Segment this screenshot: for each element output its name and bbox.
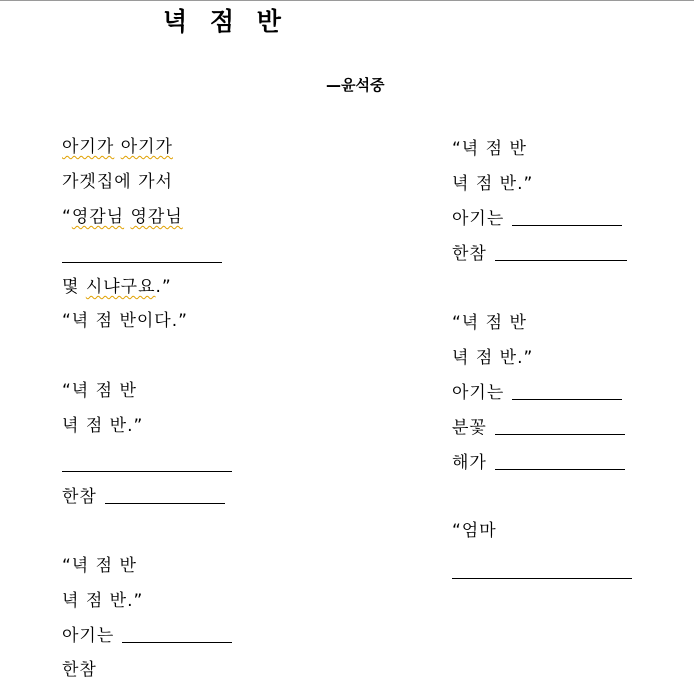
left-line-6: “녁 점 반이다.”	[62, 311, 188, 331]
left-line-8: 녁 점 반.”	[62, 416, 144, 436]
word: 분꽃	[452, 418, 487, 438]
fill-in-blank[interactable]	[105, 503, 225, 504]
fill-in-blank[interactable]	[62, 471, 232, 472]
spellcheck-word: 영감님	[130, 207, 183, 227]
right-line-1: “녁 점 반	[452, 139, 527, 159]
spellcheck-word: 시냐구요	[85, 277, 156, 297]
top-rule	[0, 0, 694, 1]
fill-in-blank[interactable]	[495, 434, 625, 435]
word: 아기는	[452, 383, 505, 403]
right-line-5: “녁 점 반	[452, 313, 527, 333]
right-line-4	[452, 243, 627, 265]
fill-in-blank[interactable]	[122, 642, 232, 643]
fill-in-blank[interactable]	[512, 399, 622, 400]
word: 한참	[62, 487, 97, 507]
right-line-2: 녁 점 반.”	[452, 174, 534, 194]
left-line-12: 녁 점 반.”	[62, 591, 144, 611]
left-line-11: “녁 점 반	[62, 556, 137, 576]
closing-quote: .”	[155, 277, 172, 297]
left-line-3	[62, 206, 183, 228]
right-line-3	[452, 208, 622, 230]
right-line-9	[452, 452, 625, 474]
word: 해가	[452, 453, 487, 473]
word: 몇	[62, 277, 86, 297]
right-line-10: “엄마	[452, 521, 497, 541]
left-line-13	[62, 625, 232, 647]
word: 한참	[452, 244, 487, 264]
left-line-5	[62, 276, 172, 298]
word: 아기는	[452, 209, 505, 229]
fill-in-blank[interactable]	[495, 469, 625, 470]
spellcheck-word: 아기가	[62, 137, 115, 157]
poem-author: —윤석중	[326, 76, 385, 94]
spellcheck-word: 영감님	[71, 207, 125, 227]
left-line-1	[62, 136, 173, 158]
word: 아기는	[62, 626, 115, 646]
right-line-6: 녁 점 반.”	[452, 348, 534, 368]
right-line-8	[452, 417, 625, 439]
spellcheck-word: 아기가	[120, 137, 173, 157]
poem-title: 녁 점 반	[163, 7, 288, 36]
left-line-7: “녁 점 반	[62, 381, 137, 401]
fill-in-blank[interactable]	[452, 578, 632, 579]
fill-in-blank[interactable]	[512, 225, 622, 226]
left-line-10	[62, 486, 225, 508]
left-line-2: 가겟집에 가서	[62, 172, 173, 192]
fill-in-blank[interactable]	[495, 260, 627, 261]
quote-mark: “	[62, 207, 72, 227]
left-line-14: 한참	[62, 660, 97, 680]
right-line-7	[452, 382, 622, 404]
fill-in-blank[interactable]	[62, 262, 222, 263]
